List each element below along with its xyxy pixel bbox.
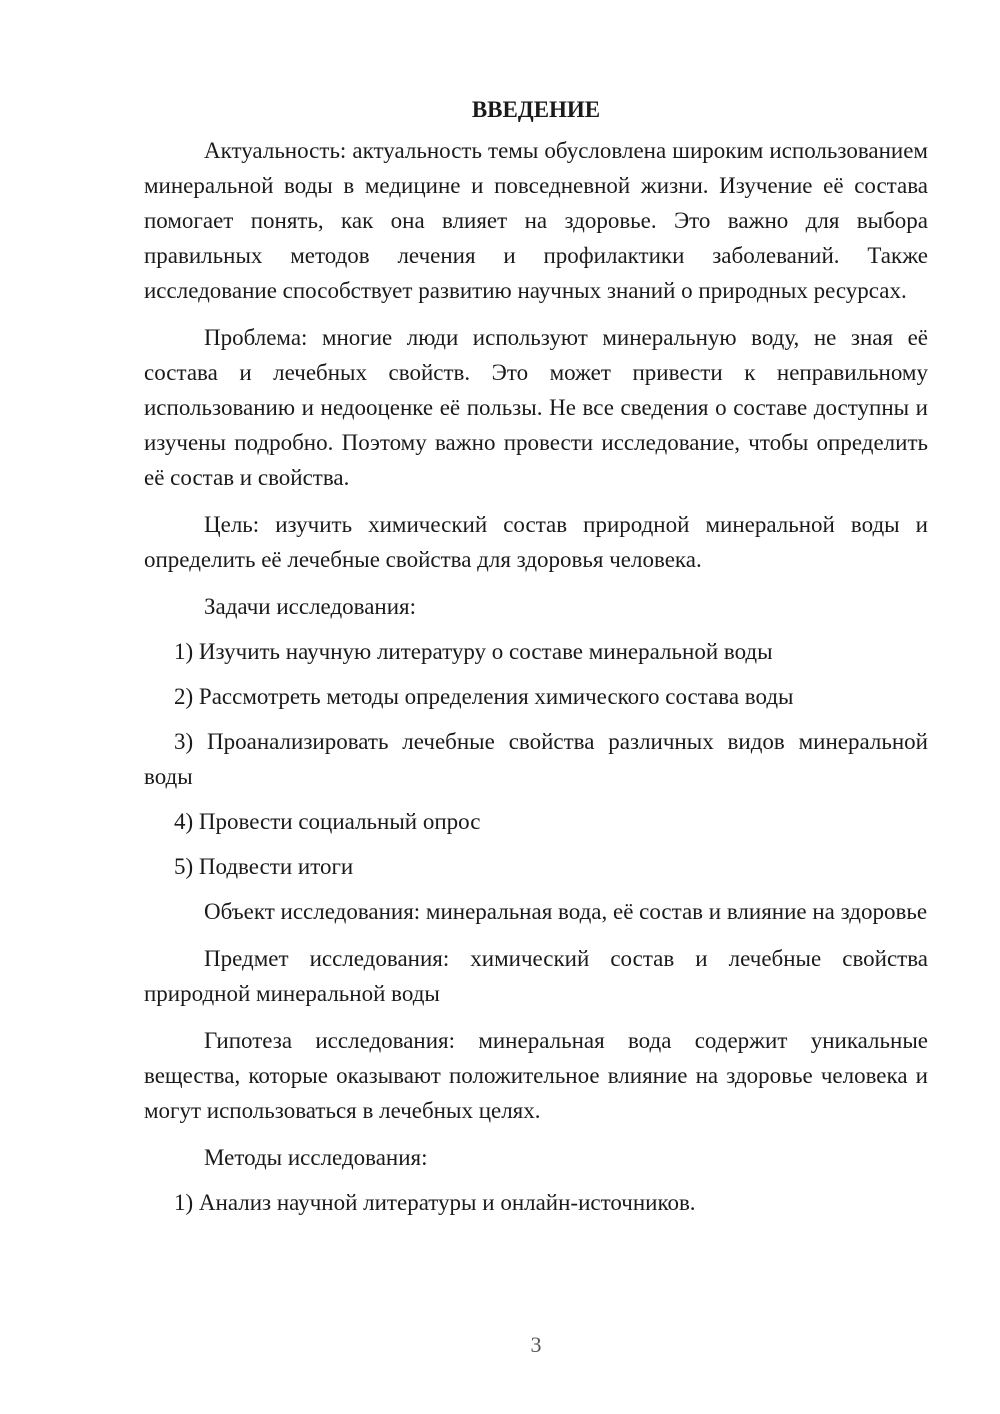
task-item-2: 2) Рассмотреть методы определения химического состава воды [174, 684, 794, 709]
task-item-3: 3) Проанализировать лечебные свойства различных видов минеральной воды [144, 729, 928, 789]
page-number: 3 [530, 1332, 542, 1357]
paragraph-subject: Предмет исследования: химический состав и лечебные свойства природной минеральной воды [144, 946, 928, 1006]
tasks-heading: Задачи исследования: [204, 594, 417, 619]
paragraph-relevance: Актуальность: актуальность темы обусловлена широким использованием минеральной воды в медицине и повседневной жизни. Изучение её состава помогает понять, как она влияет на здоровье. Это важно для выбора правильных методов лечения и профилактики заболеваний. Также исследование способствует развитию научных знаний о природных ресурсах. [144, 138, 928, 303]
paragraph-object: Объект исследования: минеральная вода, её состав и влияние на здоровье [204, 899, 928, 924]
paragraph-problem: Проблема: многие люди используют минеральную воду, не зная её состава и лечебных свойств. Это может привести к неправильному использованию и недооценке её пользы. Не все сведения о составе доступны и изучены подробно. Поэтому важно провести исследование, чтобы определить её состав и свойства. [144, 325, 928, 490]
task-item-4: 4) Провести социальный опрос [174, 809, 481, 834]
method-item-1: 1) Анализ научной литературы и онлайн-источников. [174, 1190, 696, 1215]
methods-heading: Методы исследования: [204, 1145, 428, 1170]
section-title: ВВЕДЕНИЕ [471, 97, 601, 122]
page-content [144, 92, 928, 1230]
paragraph-goal: Цель: изучить химический состав природной минеральной воды и определить её лечебные свойства для здоровья человека. [144, 512, 928, 572]
task-item-1: 1) Изучить научную литературу о составе минеральной воды [174, 639, 773, 664]
paragraph-hypothesis: Гипотеза исследования: минеральная вода содержит уникальные вещества, которые оказывают положительное влияние на здоровье человека и могут использоваться в лечебных целях. [144, 1028, 928, 1123]
task-item-5: 5) Подвести итоги [174, 854, 354, 879]
